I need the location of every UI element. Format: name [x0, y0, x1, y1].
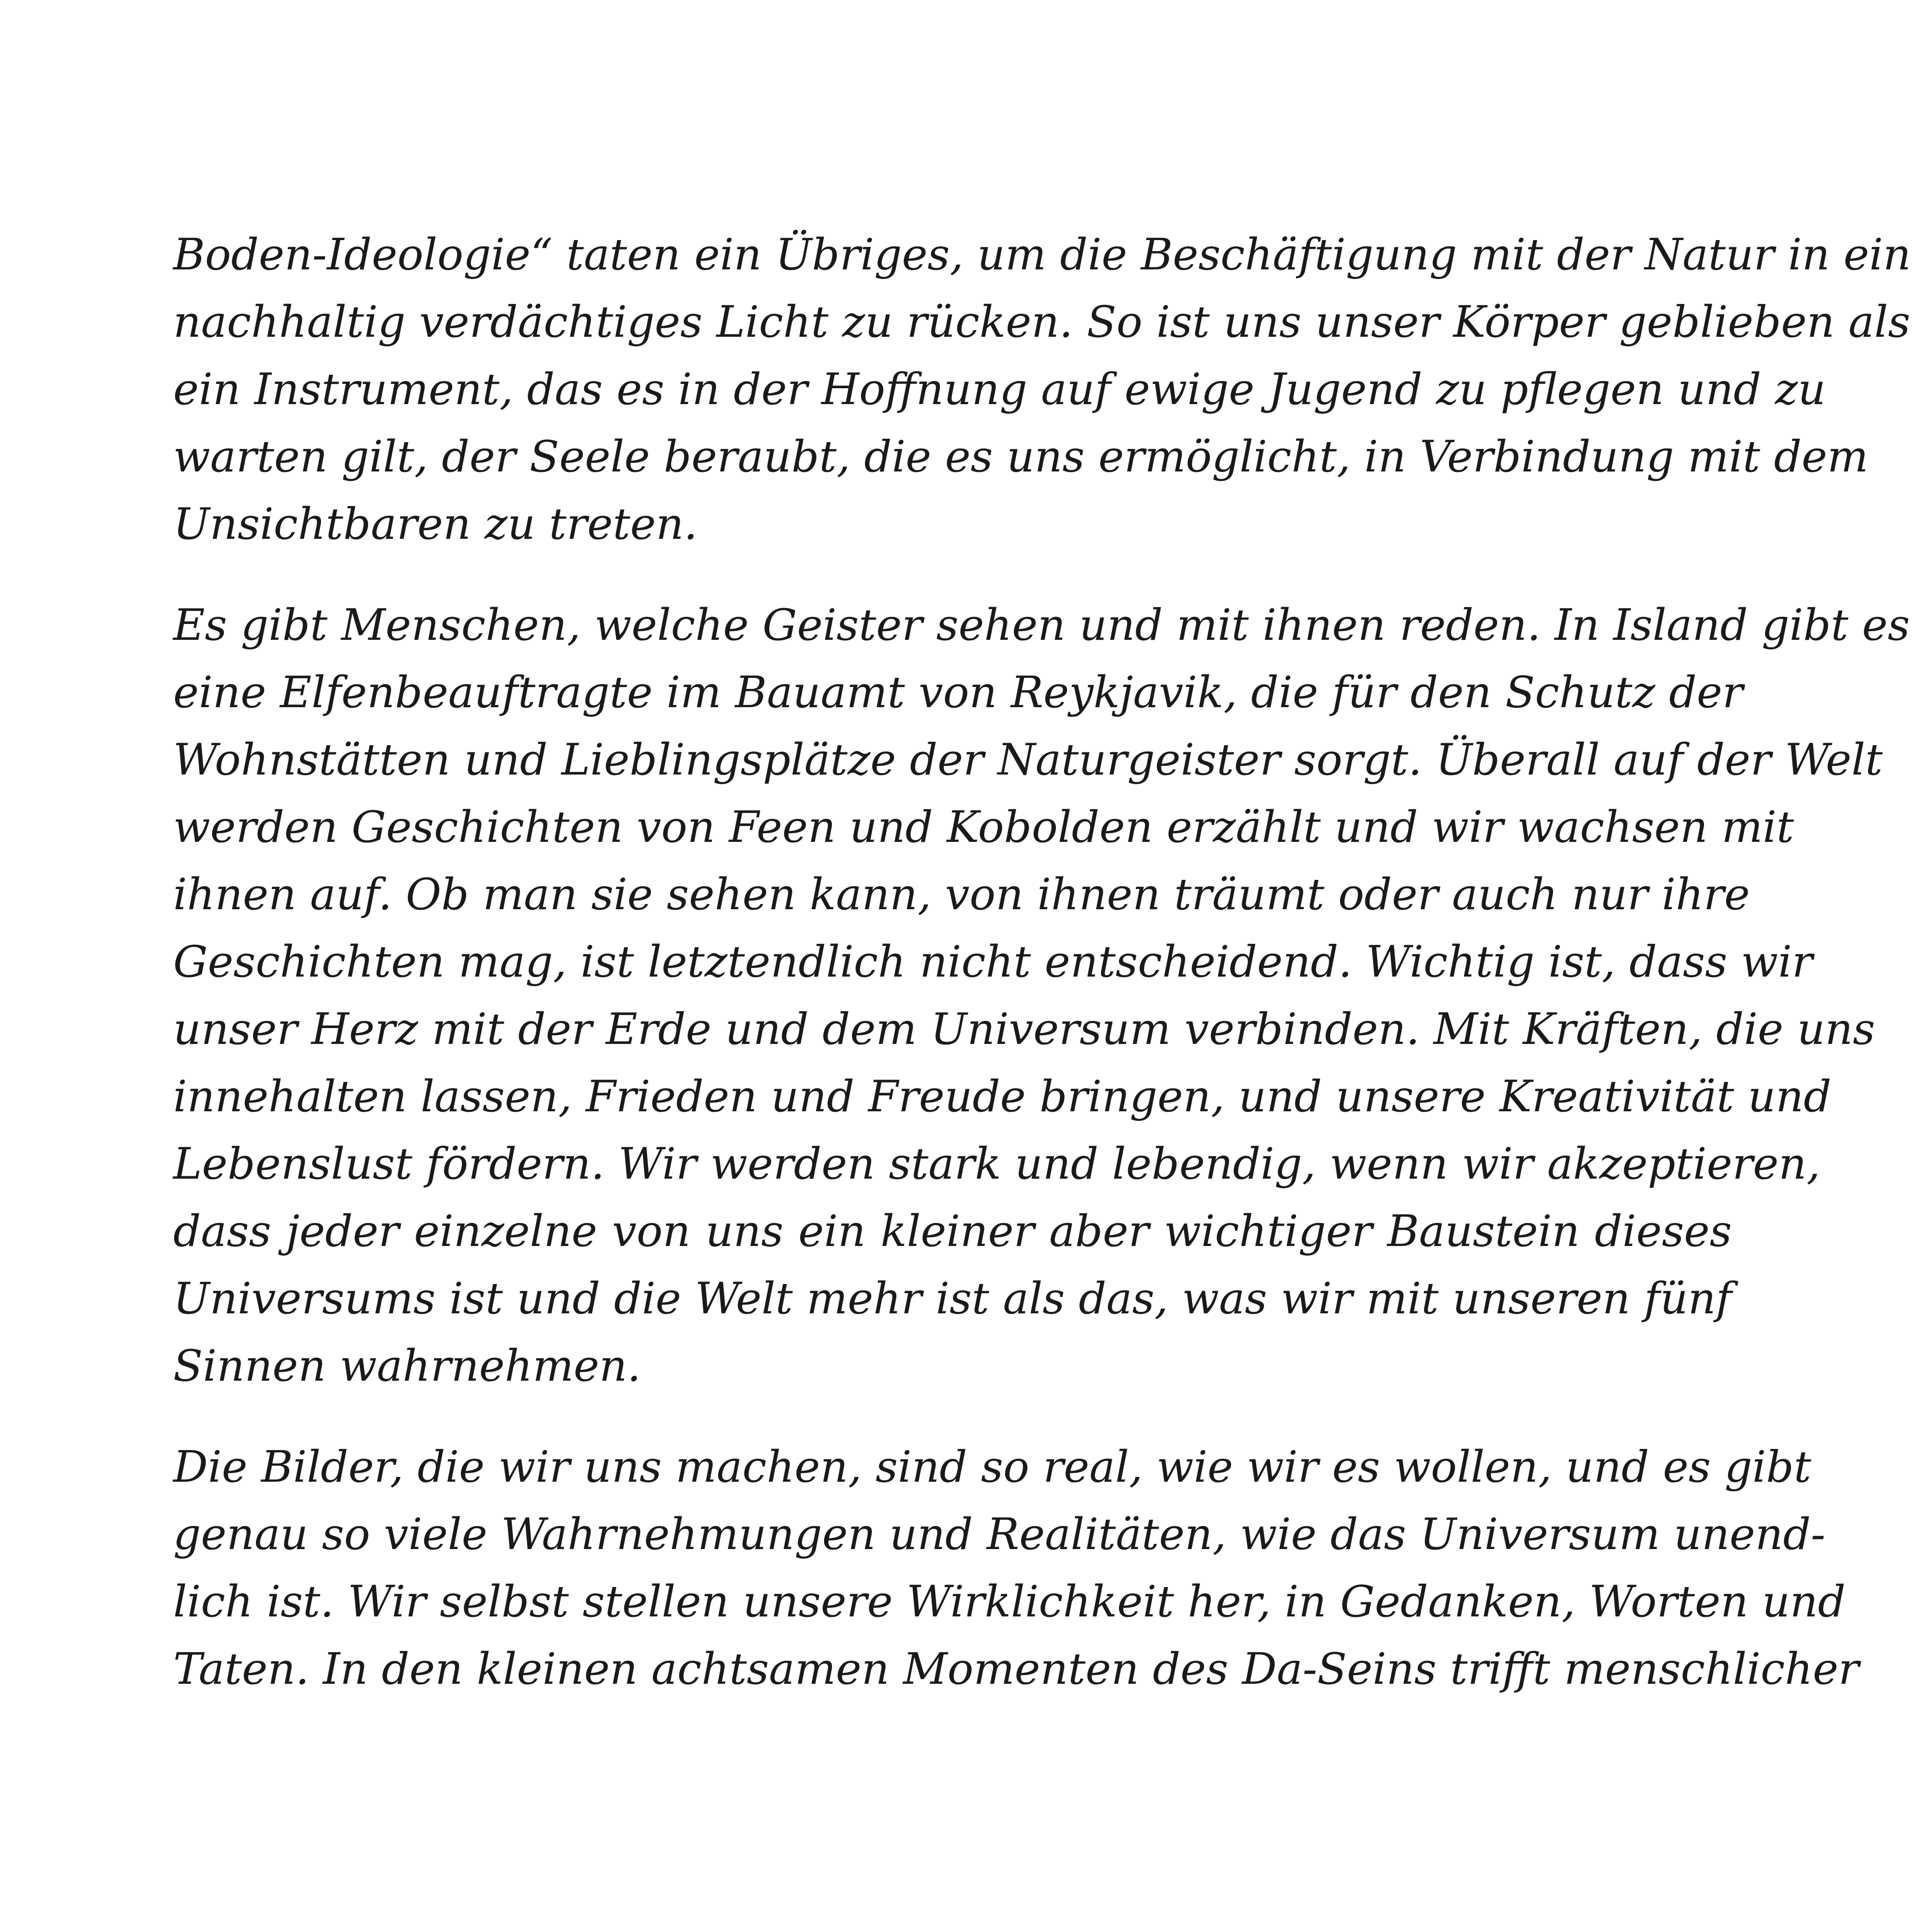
text-line: werden Geschichten von Feen und Kobolden erzählt und wir wachsen mit: [173, 802, 1794, 852]
text-line: Die Bilder, die wir uns machen, sind so real, wie wir es wollen, und es gibt: [173, 1442, 1811, 1492]
text-line: nachhaltig verdächtiges Licht zu rücken. So ist uns unser Körper geblieben als: [173, 297, 1910, 347]
paragraph-2: [173, 592, 1910, 1400]
paragraph-3: [173, 1434, 1859, 1703]
paragraph-spacer: [173, 1400, 1732, 1434]
text-line: warten gilt, der Seele beraubt, die es uns ermöglicht, in Verbindung mit dem: [173, 432, 1868, 482]
text-line: Geschichten mag, ist letztendlich nicht entscheidend. Wichtig ist, dass wir: [173, 937, 1813, 987]
text-line: Universums ist und die Welt mehr ist als das, was wir mit unseren fünf: [173, 1273, 1732, 1324]
text-line: Sinnen wahrnehmen.: [173, 1341, 641, 1391]
text-line: Es gibt Menschen, welche Geister sehen und mit ihnen reden. In Island gibt es: [173, 600, 1910, 650]
text-line: unser Herz mit der Erde und dem Universum verbinden. Mit Kräften, die uns: [173, 1004, 1875, 1055]
text-line: Taten. In den kleinen achtsamen Momenten des Da-Seins trifft menschlicher: [173, 1644, 1859, 1694]
paragraph-spacer: [173, 558, 1732, 592]
text-line: Lebenslust fördern. Wir werden stark und lebendig, wenn wir akzeptieren,: [173, 1139, 1820, 1189]
text-line: Wohnstätten und Lieblingsplätze der Naturgeister sorgt. Überall auf der Welt: [173, 735, 1883, 785]
text-line: Unsichtbaren zu treten.: [173, 499, 698, 549]
text-line: innehalten lassen, Frieden und Freude bringen, und unsere Kreativität und: [173, 1071, 1831, 1122]
body-text: [173, 221, 1911, 1703]
paragraph-1: [173, 221, 1911, 558]
text-line: Boden-Ideologie“ taten ein Übriges, um die Beschäftigung mit der Natur in ein: [173, 229, 1911, 280]
text-line: lich ist. Wir selbst stellen unsere Wirklichkeit her, in Gedanken, Worten und: [173, 1576, 1846, 1627]
text-line: ein Instrument, das es in der Hoffnung auf ewige Jugend zu pflegen und zu: [173, 364, 1826, 415]
text-line: eine Elfenbeauftragte im Bauamt von Reykjavik, die für den Schutz der: [173, 667, 1743, 718]
text-line: dass jeder einzelne von uns ein kleiner aber wichtiger Baustein dieses: [173, 1206, 1732, 1257]
text-line: ihnen auf. Ob man sie sehen kann, von ihnen träumt oder auch nur ihre: [173, 869, 1750, 920]
text-line: genau so viele Wahrnehmungen und Realitäten, wie das Universum unend-: [173, 1509, 1826, 1560]
